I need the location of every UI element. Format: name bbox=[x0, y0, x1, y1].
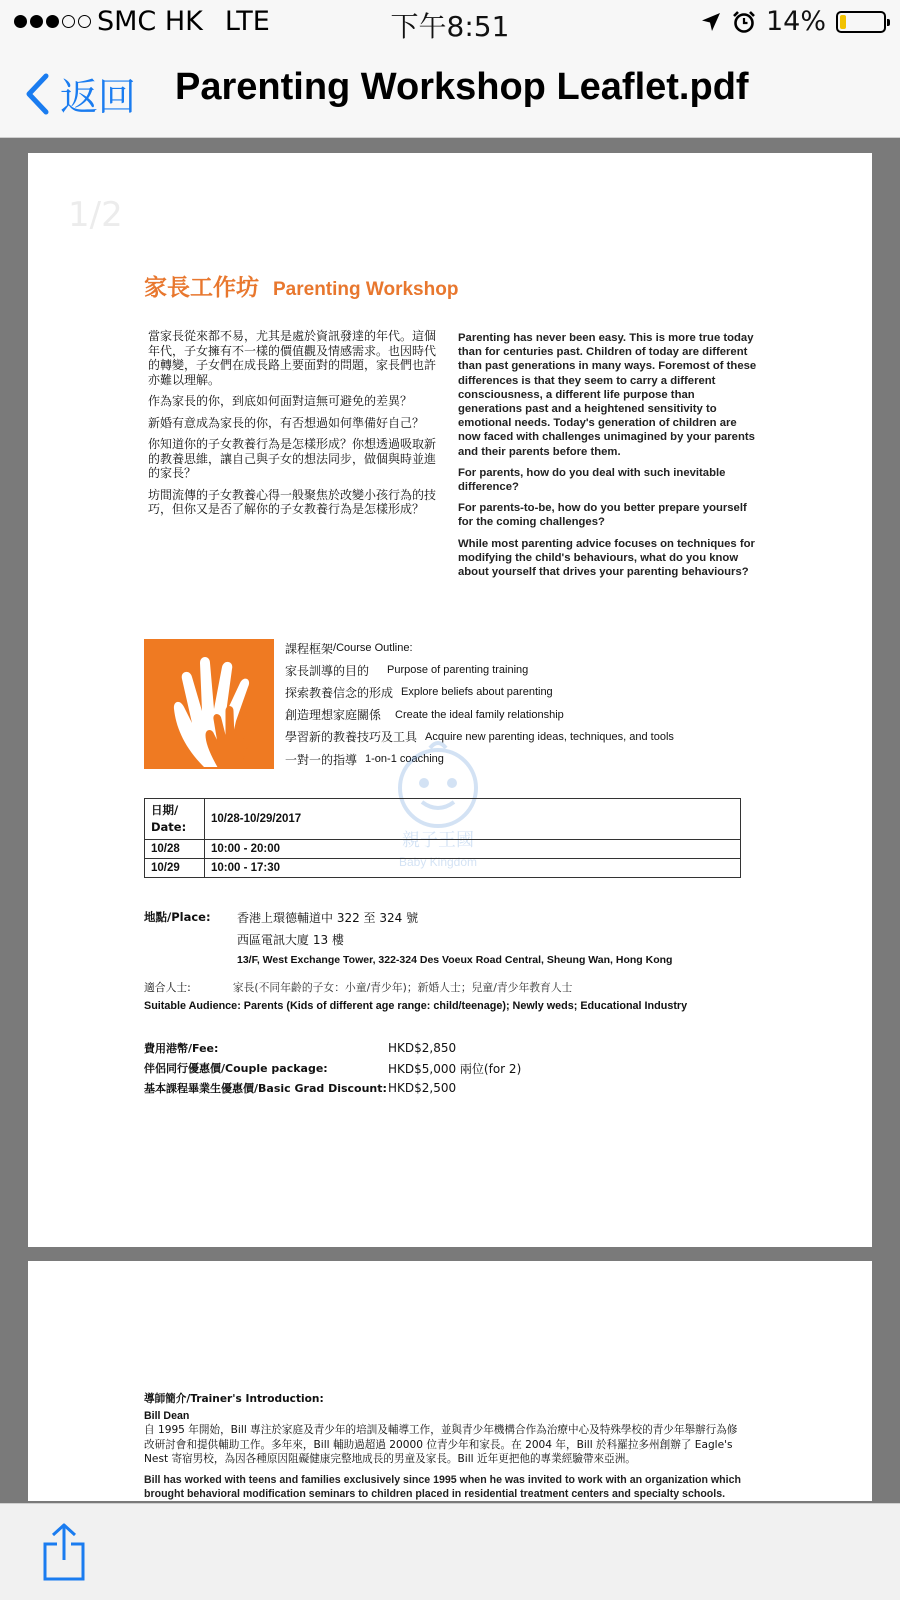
hands-icon bbox=[144, 639, 274, 769]
trainer-name: Bill Dean bbox=[144, 1409, 190, 1422]
audience-label: 適合人士: bbox=[144, 981, 191, 994]
day-cell: 10/29 bbox=[145, 859, 205, 878]
carrier-name: SMC HK bbox=[97, 6, 203, 37]
leaflet-heading bbox=[144, 269, 458, 302]
pdf-page-2[interactable] bbox=[28, 1261, 872, 1501]
outline-item-zh: 創造理想家庭關係 bbox=[285, 708, 382, 723]
intro-en-paragraph: For parents, how do you deal with such inevitable difference? bbox=[458, 466, 726, 494]
fee-value: HKD$2,500 bbox=[388, 1081, 457, 1095]
fee-value: HKD$2,850 bbox=[388, 1041, 457, 1055]
fee-section bbox=[144, 1038, 521, 1098]
trainer-bio-en: Bill has worked with teens and families exclusively since 1995 when he was invited to work with an organization which brought behavioral modification seminars to children placed in residential treatment centers and specialty schools. bbox=[144, 1473, 741, 1500]
schedule-table bbox=[144, 798, 741, 878]
outline-item-en: Purpose of parenting training bbox=[387, 664, 529, 677]
place-label: 地點/Place: bbox=[144, 910, 211, 924]
intro-zh-paragraph: 當家長從來都不易，尤其是處於資訊發達的年代。這個年代，子女擁有不一樣的價值觀及情感需求。也因時代的轉變，子女們在成長路上要面對的問題，家長們也許亦難以理解。 bbox=[148, 329, 437, 387]
heading-en: Parenting Workshop bbox=[273, 279, 459, 300]
fee-value: HKD$5,000 兩位(for 2) bbox=[388, 1061, 522, 1076]
document-title: Parenting Workshop Leaflet.pdf bbox=[175, 66, 749, 108]
date-label-zh: 日期/ bbox=[151, 803, 179, 817]
outline-title bbox=[285, 637, 674, 659]
day-cell: 10/28 bbox=[145, 840, 205, 859]
audience-zh: 家長(不同年齡的子女：小童/青少年)；新婚人士；兒童/青少年教育人士 bbox=[232, 981, 573, 994]
heading-zh: 家長工作坊 bbox=[144, 275, 259, 301]
time-cell: 10:00 - 17:30 bbox=[205, 859, 741, 878]
outline-item-zh: 探索教養信念的形成 bbox=[285, 685, 394, 700]
audience-section bbox=[144, 979, 687, 1015]
page-indicator: 1/2 bbox=[68, 195, 123, 235]
audience-en: Suitable Audience: Parents (Kids of different age range: child/teenage); Newly weds; Educational Industry bbox=[144, 1000, 688, 1012]
intro-zh-column bbox=[148, 329, 440, 524]
navigation-bar bbox=[0, 46, 900, 138]
battery-fill bbox=[840, 15, 846, 29]
network-type: LTE bbox=[224, 6, 270, 37]
outline-title-zh: 課程框架 bbox=[285, 641, 334, 656]
time-cell: 10:00 - 20:00 bbox=[205, 840, 741, 859]
table-row bbox=[145, 799, 741, 840]
location-arrow-icon bbox=[700, 11, 722, 33]
list-item bbox=[285, 659, 674, 681]
intro-zh-paragraph: 你知道你的子女教養行為是怎樣形成？你想透過吸取新的教養思維，讓自己與子女的想法同步，做個與時並進的家長？ bbox=[148, 437, 437, 480]
alarm-icon bbox=[732, 10, 756, 34]
outline-item-en: Explore beliefs about parenting bbox=[401, 686, 553, 699]
place-address bbox=[237, 907, 672, 969]
intro-zh-paragraph: 坊間流傳的子女教養心得一般聚焦於改變小孩行為的技巧，但你又是否了解你的子女教養行為是怎樣形成？ bbox=[148, 487, 437, 516]
address-line-1: 香港上環德輔道中 322 至 324 號 bbox=[237, 911, 419, 925]
intro-en-paragraph: Parenting has never been easy. This is more true today than for centuries past. Children of today are different than past generations in many ways. Foremost of these differences is that they seem to carry a different consciousness, a different life purpose than generations past and a heightened sensitivity to emotional needs. Today's generation of children are now faced with challenges unimagined by your parents and their parents before them. bbox=[458, 332, 757, 458]
fee-label: 基本課程畢業生優惠價/Basic Grad Discount: bbox=[144, 1082, 387, 1095]
back-button[interactable] bbox=[24, 66, 136, 121]
address-en: 13/F, West Exchange Tower, 322-324 Des Voeux Road Central, Sheung Wan, Hong Kong bbox=[237, 954, 673, 966]
status-bar bbox=[0, 0, 900, 46]
status-time: 下午8:51 bbox=[390, 10, 510, 43]
outline-item-en: Acquire new parenting ideas, techniques, and tools bbox=[425, 730, 674, 743]
bottom-toolbar bbox=[0, 1503, 900, 1600]
back-label: 返回 bbox=[60, 75, 137, 119]
trainer-heading: 導師簡介/Trainer's Introduction: bbox=[144, 1393, 324, 1405]
outline-item-en: 1-on-1 coaching bbox=[365, 753, 444, 766]
fee-label: 伴侶同行優惠價/Couple package: bbox=[144, 1062, 328, 1075]
outline-item-en: Create the ideal family relationship bbox=[395, 708, 564, 721]
outline-item-zh: 學習新的教養技巧及工具 bbox=[285, 730, 418, 745]
pdf-page-1[interactable] bbox=[28, 153, 872, 1247]
outline-item-zh: 一對一的指導 bbox=[285, 752, 358, 767]
battery-percent: 14% bbox=[765, 6, 826, 37]
watermark-text: 親子王國 bbox=[402, 830, 474, 851]
watermark-subtext: Baby Kingdom bbox=[398, 855, 478, 869]
outline-title-en: /Course Outline: bbox=[333, 642, 413, 655]
date-value-cell: 10/28-10/29/2017 bbox=[205, 799, 741, 840]
intro-en-paragraph: While most parenting advice focuses on techniques for modifying the child's behaviours, what do you know about yourself that drives your parenting behaviours? bbox=[458, 537, 755, 579]
address-line-2: 西區電訊大廈 13 樓 bbox=[237, 933, 344, 947]
list-item bbox=[144, 1078, 521, 1098]
trainer-bio-zh: 自 1995 年開始，Bill 專注於家庭及青少年的培訓及輔導工作，並與青少年機構合作為治療中心及特殊學校的青少年舉辦行為修改研討會和提供輔助工作。多年來，Bill 輔助過超過 20000 位青少年和家長。在 2004 年，Bill 於科羅拉多州創辦了 Eagle's Nest 寄宿男校，為因各種原因阻礙健康完整地成長的男童及家長。Bill 近年更把他的專業經驗帶來亞洲。 bbox=[144, 1424, 738, 1465]
intro-en-column bbox=[458, 331, 758, 586]
intro-zh-paragraph: 新婚有意成為家長的你，有否想過如何準備好自己？ bbox=[148, 415, 425, 430]
back-chevron-icon bbox=[24, 73, 50, 115]
trainer-introduction bbox=[144, 1392, 744, 1516]
list-item bbox=[285, 704, 674, 726]
list-item bbox=[144, 1038, 521, 1058]
battery-icon bbox=[836, 11, 886, 33]
fee-label: 費用港幣/Fee: bbox=[144, 1042, 219, 1055]
list-item bbox=[285, 681, 674, 703]
share-icon[interactable] bbox=[42, 1522, 86, 1582]
table-row bbox=[145, 840, 741, 859]
outline-item-zh: 家長訓導的目的 bbox=[285, 663, 370, 678]
date-label-cell bbox=[145, 799, 205, 840]
table-row bbox=[145, 859, 741, 878]
audience-zh-line bbox=[144, 979, 687, 997]
intro-en-paragraph: For parents-to-be, how do you better prepare yourself for the coming challenges? bbox=[458, 502, 747, 529]
date-label-en: Date: bbox=[151, 820, 187, 834]
intro-zh-paragraph: 作為家長的你，到底如何面對這無可避免的差異？ bbox=[148, 394, 413, 408]
status-right bbox=[700, 6, 886, 37]
list-item bbox=[144, 1058, 521, 1078]
